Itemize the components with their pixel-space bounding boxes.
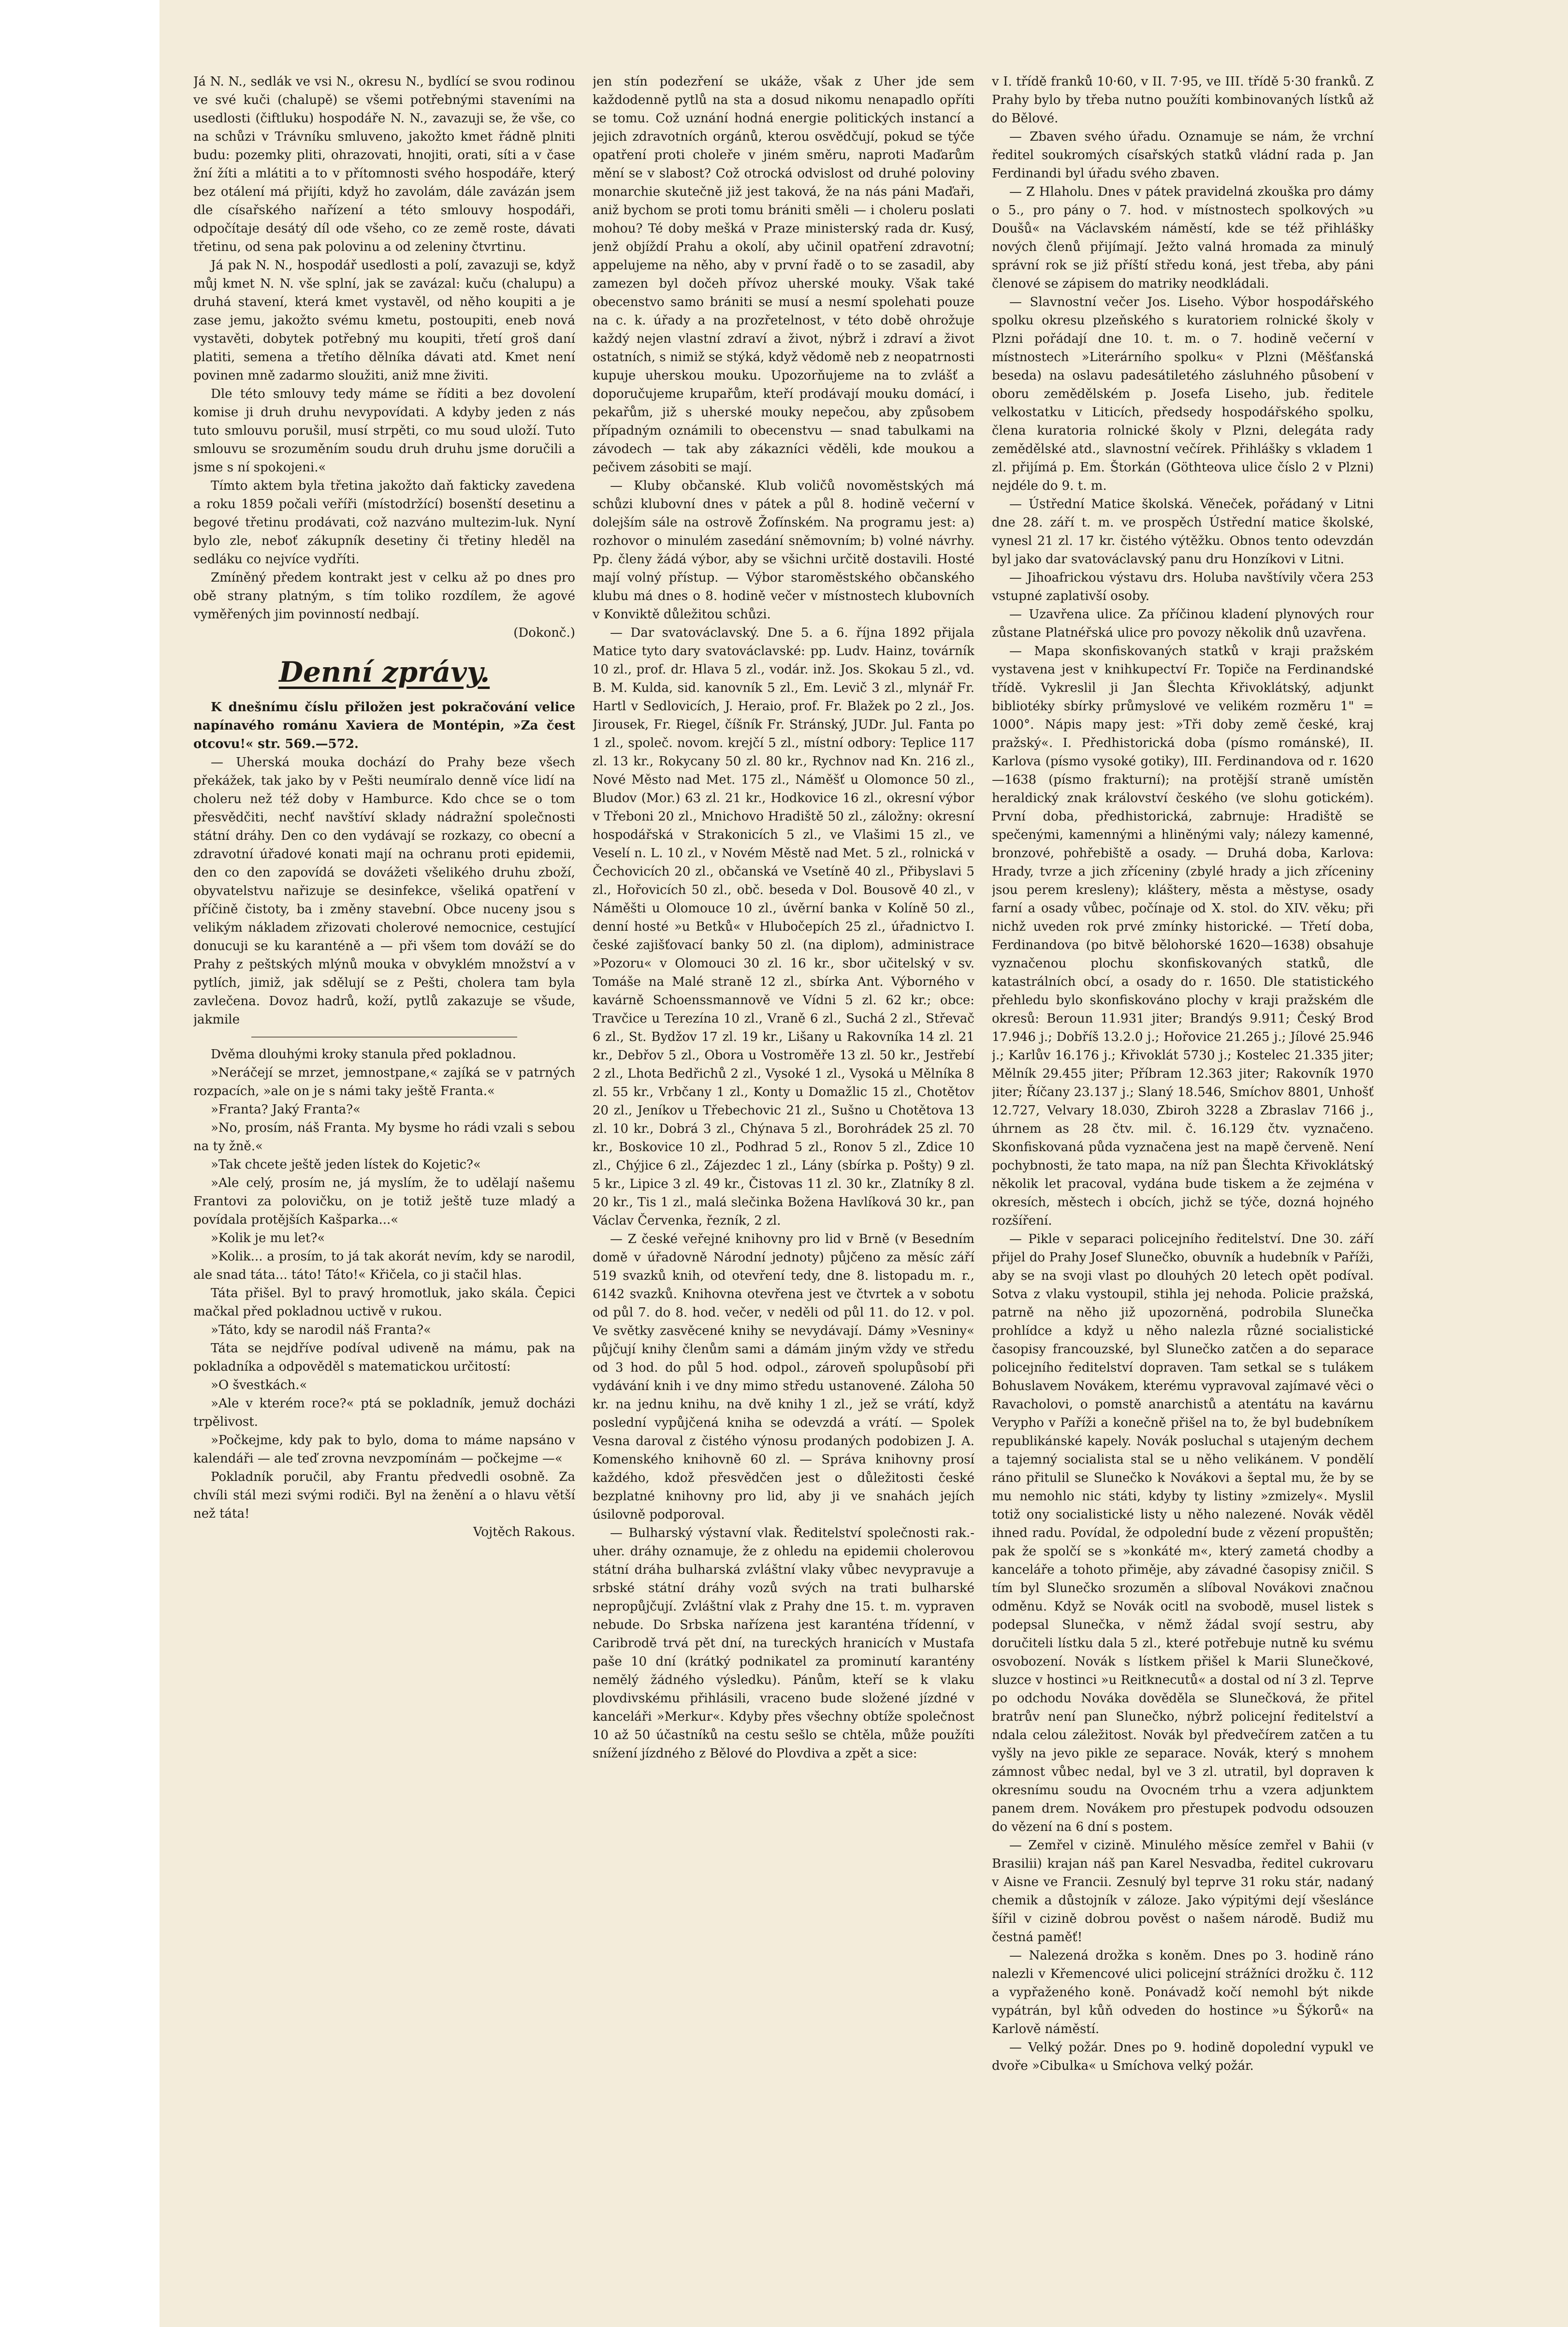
story-paragraph: Táta se nejdříve podíval udiveně na mámu, pak na pokladníka a odpověděl s matematickou určitostí: [193,1341,575,1374]
story-paragraph: Pokladník poručil, aby Frantu předvedli osobně. Za chvíli stál mezi svými rodiči. Byl na ženění a o hlavu větší než táta! [193,1470,575,1521]
article-paragraph: — Mapa skonfiskovaných statků v kraji pražském vystavena jest v knihkupectví Fr. Topiče na Ferdinandské třídě. Vykreslil ji Jan Šlechta Křivoklátský, adjunkt bibliotéky sbírky průmyslové ve velikém rozměru 1" = 1000°. Nápis mapy jest: »Tři doby země české, kraj pražský«. I. Předhistorická doba (písmo románské), II. Karlova (písmo vysoké gotiky), III. Ferdinandova od r. 1620—1638 (písmo frakturní); na protější straně umístěn heraldický znak království českého (ve slohu gotickém). První doba, předhistorická, zabrnuje: Hradiště se spečenými, kamennými a hliněnými valy; nálezy kamenné, bronzové, pohřebiště a osady. — Druhá doba, Karlova: Hrady, tvrze a jich zříceniny (zbylé hrady a jich zříceniny jsou perem kresleny); kláštery, města a městyse, osady farní a osady vůbec, počínaje od X. stol. do XIV. věku; při nichž uveden rok prvé zmínky historické. — Třetí doba, Ferdinandova (po bitvě bělohorské 1620—1638) obsahuje vyznačenou plochu skonfiskovaných statků, dle katastrálních obcí, a osady do r. 1650. Dle statistického přehledu bylo skonfiskováno plochy v kraji pražském dle okresů: Beroun 11.931 jiter; Brandýs 9.911; Český Brod 17.946 j.; Dobříš 13.2.0 j.; Hořovice 21.265 j.; Jílové 25.946 j.; Karlův 16.176 j.; Křivoklát 5730 j.; Kostelec 21.335 jiter; Mělník 29.455 jiter; Příbram 12.363 jiter; Rakovník 1970 jiter; Říčany 23.137 j.; Slaný 18.546, Smíchov 8801, Unhošť 12.727, Velvary 18.030, Zbiroh 3228 a Zbraslav 7166 j., úhrnem as 28 čtv. mil. č. 16.129 čtv. vyznačeno. Skonfiskovaná půda vyznačena jest na mapě červeně. Není pochybnosti, že tato mapa, na níž pan Šlechta Křivoklátský několik let pracoval, vydána bude tiskem a že zejména v okresích, městech i obcích, jichž se týče, dozná hojného rozšíření. [992,644,1374,1228]
contract-paragraph: Dle této smlouvy tedy máme se říditi a bez dovolení komise ji druh druhu nevypovídati. A kdyby jeden z nás tuto smlouvu porušil, musí strpěti, co mu soud uloží. Tuto smlouvu se srozuměním soudu druh druhu jsme doručili a jsme s ní spokojeni.« [193,387,575,475]
article-paragraph: — Uzavřena ulice. Za příčinou kladení plynových rour zůstane Platnéřská ulice pro povozy několik dnů uzavřena. [992,607,1374,640]
story-paragraph: »Franta? Jaký Franta?« [211,1102,361,1117]
contract-paragraph: Tímto aktem byla třetina jakožto daň fakticky zavedena a roku 1859 počali veříři (místodržící) bosenští desetinu a begové třetinu prodávati, což nazváno multezim-luk. Nyní bylo zle, neboť zákupník desetiny či třetiny hleděl na sedláku co nejvíce vydříti. [193,479,575,567]
column-2 [593,73,974,2277]
story-paragraph: »No, prosím, náš Franta. My bysme ho rádi vzali s sebou na ty žně.« [193,1121,575,1154]
columns [193,73,1524,2277]
article-paragraph: — Nalezená drožka s koněm. Dnes po 3. hodině ráno nalezli v Křemencové ulici policejní strážníci drožku č. 112 a vypřaženého koně. Ponávadž kočí nemohl být nikde vypátrán, byl kůň odveden do hostince »u Šýkorů« na Karlově náměstí. [992,1948,1374,2036]
article-paragraph: — Zbaven svého úřadu. Oznamuje se nám, že vrchní ředitel soukromých císařských statků vládní rada p. Jan Ferdinandi byl úřadu svého zbaven. [992,130,1374,181]
article-paragraph: — Ústřední Matice školská. Věneček, pořádaný v Litni dne 28. září t. m. ve prospěch Ústřední matice školské, vynesl 21 zl. 17 kr. čistého výtěžku. Obnos tento odevzdán byl jako dar svatováclavský panu dru Honzíkovi v Litni. [992,497,1374,567]
section-divider [251,1037,517,1038]
article-paragraph: — Z české veřejné knihovny pro lid v Brně (v Besedním domě v úřadovně Národní jednoty) půjčeno za měsíc září 519 svazků knih, od otevření tedy, dne 8. listopadu m. r., 6142 svazků. Knihovna otevřena jest ve čtvrtek a v sobotu od půl 7. do 8. hod. večer, v neděli od půl 11. do 12. v pol. Ve světky zasvěcené knihy se nevydávají. Dámy »Vesniny« půjčují knihy členům sami a dámám jiným vždy ve středu od 3 hod. do půl 5 hod. odpol., zároveň spolupůsobí při vydávání knih i ve dny mimo středu ustanovené. Záloha 50 kr. na jednu knihu, na dvě knihy 1 zl., jež se vrátí, když poslední vypůjčená kniha se odevzdá a vrátí. — Spolek Vesna daroval z čistého výnosu prodaných podobizen J. A. Komenského knihovně 60 zl. — Správa knihovny prosí každého, kdož přesvědčen jest o důležitosti české bezplatné knihovny pro lid, aby ji ve snahách jejích úsilovně podporoval. [593,1232,974,1522]
story-paragraph: »Počkejme, kdy pak to bylo, doma to máme napsáno v kalendáři — ale teď zrovna nevzpomínám — počkejme —« [193,1433,575,1466]
article-paragraph: — Bulharský výstavní vlak. Ředitelství společnosti rak.-uher. dráhy oznamuje, že z ohledu na epidemii cholerovou státní dráha bulharská zvláštní vlaky vůbec nevypravuje a srbské státní dráhy vozů svých na trati bulharské nepropůjčují. Zvláštní vlak z Prahy dne 15. t. m. vypraven nebude. Do Srbska nařízena jest karanténa třídenní, v Caribrodě trvá pět dní, na tureckých hranicích v Mustafa paše 10 dní (krátký podnikatel za prominutí karantény nemělý žádného výsledku). Pánům, kteří se k vlaku plovdivskému přihlásili, vraceno bude složené jízdné v kanceláři »Merkur«. Kdyby přes všechny obtíže společnost 10 až 50 účastníků na cestu sešlo se chtěla, může použíti snížení jízdného z Bělové do Plovdiva a zpět a sice: [593,1526,974,1761]
story-paragraph: Dvěma dlouhými kroky stanula před pokladnou. [211,1047,517,1062]
article-paragraph: — Velký požár. Dnes po 9. hodině dopolední vypukl ve dvoře »Cibulka« u Smíchova velký požár. [992,2040,1374,2073]
article-paragraph: — Slavnostní večer Jos. Liseho. Výbor hospodářského spolku okresu plzeňského s kuratoriem rolnické školy v Plzni pořádají dne 10. t. m. o 7. hodině večerní v místnostech »Literárního spolku« v Plzni (Měšťanská beseda) na oslavu padesátiletého zásluhného působení v oboru zemědělském p. Josefa Liseho, jub. ředitele velkostatku v Liticích, předsedy hospodářského spolku, člena kuratoria rolnické školy v Plzni, delegáta rady zemědělské atd., slavnostní večírek. Přihlášky s vkladem 1 zl. přijímá p. Em. Štorkán (Göthteova ulice číslo 2 v Plzni) nejdéle do 9. t. m. [992,295,1374,493]
story-paragraph: »Ale v kterém roce?« ptá se pokladník, jemuž docházi trpělivost. [193,1396,575,1429]
page-margin [0,0,160,2327]
column-1 [193,73,575,2277]
contract-paragraph: Já pak N. N., hospodář usedlosti a polí, zavazuji se, když můj kmet N. N. vše splní, jak se zavázal: kuču (chalupu) a druhá stavení, která kmet vystavěl, od něho koupiti a je zase jemu, jakožto svému kmetu, postoupiti, eneb nová vystavěti, dobytek potřebný mu koupiti, třetí groš daní platiti, semena a třetího dělníka dávati atd. Kmet není povinen mně zadarmo sloužiti, aniž mne živiti. [193,258,575,383]
news-paragraph: — Uherská mouka dochází do Prahy beze všech překážek, tak jako by v Pešti neumíralo denně více lidí na choleru než též doby v Hamburce. Kdo chce se o tom přesvědčiti, nechť navštíví sklady nádražní společnosti státní dráhy. Den co den vydávají se rozkazy, co obecní a zdravotní úřadové konati mají na ochranu proti epidemii, den co den zapovídá se dovážeti všelikého druhu zboží, obyvatelstvu nařizuje se desinfekce, všeliká opatření v příčině čistoty, ba i změny stavební. Obce nuceny jsou s velikým nákladem zřizovati cholerové nemocnice, cestující donucuji se ku karanténě a — při všem tom dováží se do Prahy z peštských mlýnů mouka v obvyklém množství a v pytlích, jimiž, jak sdělují se z Pešti, cholera tam byla zavlečena. Dovoz hadrů, koží, pytlů zakazuje se všude, jakmile [193,755,575,1027]
contract-continuation: (Dokonč.) [513,626,575,640]
story-paragraph: »Kolik je mu let?« [211,1231,325,1245]
news-paragraph: K dnešnímu číslu přiložen jest pokračování velice napínavého románu Xaviera de Montépin, »Za čest otcovu!« str. 569.—572. [193,700,575,751]
story-paragraph: »O švestkách.« [211,1378,307,1392]
story-paragraph: »Tak chcete ještě jeden lístek do Kojetic?« [211,1157,481,1172]
story-paragraph: »Kolik... a prosím, to já tak akorát nevím, kdy se narodil, ale snad táta... táto! Táto!« Křičela, co ji stačil hlas. [193,1249,575,1282]
article-paragraph: — Pikle v separaci policejního ředitelství. Dne 30. září přijel do Prahy Josef Slunečko, obuvník a hudebník v Paříži, aby se na svoji vlast po dlouhých 20 letech opět podíval. Sotva z vlaku vystoupil, stihla jej nehoda. Policie pražská, patrně na něho již upozorněná, podrobila Slunečka prohlídce a když u něho nalezla různé socialistické časopisy francouzské, byl Slunečko zatčen a do separace policejního ředitelství dopraven. Tam setkal se s tulákem Bohuslavem Novákem, kterému vypravoval zajímavé věci o Ravacholovi, o pomstě anarchistů a atentátu na kavárnu Verypho v Paříži a konečně přišel na to, že byl budebníkem republikánské kapely. Novák posluchal s utajeným dechem a tajemný socialista stal se u něho velikánem. V pondělí ráno přitulil se Slunečko k Novákovi a šeptal mu, že by se mu nemohlo nic státi, kdyby ty listiny »zmizely«. Myslil totiž ony socialistické listy u něho nalezené. Novák věděl ihned radu. Povídal, že odpolední bude z vězení propuštěn; pak že spolčí se s »konkáté m«, který zametá chodby a kanceláře a tohoto přiměje, aby závadné časopisy zničil. S tím byl Slunečko srozuměn a slíboval Novákovi značnou odměnu. Když se Novák ocitl na svobodě, musel listek s podepsal Slunečka, v němž žádal svojí sestru, aby doručiteli lístku dala 5 zl., které potřebuje nutně ku svému osvobození. Novák s lístkem přišel k Marii Slunečkové, sluzce v hostinci »u Reitknecutů« a dostal od ní 3 zl. Teprve po odchodu Nováka dověděla se Slunečková, že přitel bratrův není pan Slunečko, nýbrž policejní ředitelství a ndala celou záležitost. Novák byl předvečírem zatčen a tu vyšly na jevo pikle ze separace. Novák, který s mnohem zámnost vůbec nedal, byl ve 3 zl. utratil, byl dopraven k okresnímu soudu na Ovocném trhu a vzera adjunktem panem drem. Novákem pro přestupek podvodu odsouzen do vězení na 6 dní s postem. [992,1232,1374,1834]
contract-paragraph: Zmíněný předem kontrakt jest v celku až po dnes pro obě strany platným, s tím toliko rozdílem, že agové vyměřených jim povinností nedbají. [193,571,575,622]
article-paragraph: — Zemřel v cizině. Minulého měsíce zemřel v Bahii (v Brasilii) krajan náš pan Karel Nesvadba, ředitel cukrovaru v Aisne ve Francii. Zesnulý byl teprve 31 roku stár, nadaný chemik a důstojník v záloze. Jako výpitými dejí všeslánce šířil v cizině dobrou pověst o našem národě. Budiž mu čestná paměť! [992,1838,1374,1945]
article-paragraph: — Kluby občanské. Klub voličů novoměstských má schůzi klubovní dnes v pátek a půl 8. hodině večerní v dolejším sále na ostrově Žofínském. Na programu jest: a) rozhovor o minulém zasedání sněmovním; b) volné návrhy. Pp. členy žádá výbor, aby se všichni určitě dostavili. Hosté mají volný přístup. — Výbor staroměstského občanského klubu má dnes o 8. hodině večer v místnostech klubovních v Konviktě důležitou schůzi. [593,479,974,622]
story-paragraph: »Táto, kdy se narodil náš Franta?« [211,1323,431,1337]
section-heading-daily-news: Denní zprávy. [278,656,490,688]
story-author: Vojtěch Rakous. [473,1525,575,1539]
story-paragraph: »Ale celý, prosím ne, já myslím, že to udělají našemu Frantovi za polovičku, on je totiž ještě tuze mladý a povídala protějších Kašparka...« [193,1176,575,1227]
story-paragraph: Táta přišel. Byl to pravý hromotluk, jako skála. Čepici mačkal před pokladnou uctivě v rukou. [193,1286,575,1319]
article-paragraph: jen stín podezření se ukáže, však z Uher jde sem každodenně pytlů na sta a dosud nikomu nenapadlo opříti se tomu. Což uznání hodná energie politických instancí a jejich zdravotních orgánů, kterou osvědčují, pokud se týče opatření proti choleře v jiném směru, naproti Maďarům mění se v slabost? Což otrocká odvislost od druhé poloviny monarchie skutečně již jest taková, že na nás páni Maďaři, aniž bychom se proti tomu brániti směli — i choleru poslati mohou? Té doby mešká v Praze ministerský rada dr. Kusý, jenž objíždí Prahu a okolí, aby učinil opatření zdravotní; appelujeme na něho, aby v první řadě o to se zasadil, aby zamezen byl dočeh přívoz uherské mouky. Však také obecenstvo samo brániti se musí a nesmí spolehati pouze na c. k. úřady a na prozřetelnost, v této době ohrožuje každý nejen vlastní zdraví a život, nýbrž i zdraví a život ostatních, s nimiž se stýká, když vědomě neb z neopatrnosti kupuje uherskou mouku. Upozorňujeme na to zvlášť a doporučujeme krupařům, kteří prodávají mouku domácí, i pekařům, již s uherské mouky nepečou, aby způsobem případným oznámili to obecenstvu — snad tabulkami na závodech — tak aby zákazníci věděli, kde moukou a pečivem zásobiti se mají. [593,74,974,475]
story-paragraph: »Neráčejí se mrzet, jemnostpane,« zajíká se v patrných rozpacích, »ale on je s námi taky ještě Franta.« [193,1066,575,1098]
article-paragraph: v I. třídě franků 10·60, v II. 7·95, ve III. třídě 5·30 franků. Z Prahy bylo by třeba nutno použíti kombinovaných lístků až do Bělové. [992,74,1374,126]
article-paragraph: — Z Hlaholu. Dnes v pátek pravidelná zkouška pro dámy o 5., pro pány o 7. hod. v místnostech spolkových »u Doušů« na Václavském náměstí, kde se též přihlášky nových členů přijímají. Ježto valná hromada za minulý správní rok se již příští středu koná, jest třeba, aby páni členové se zápisem do matriky neodkládali. [992,185,1374,291]
contract-paragraph: Já N. N., sedlák ve vsi N., okresu N., bydlící se svou rodinou ve své kuči (chalupě) se všemi potřebnými staveními na usedlosti (čiftluku) hospodáře N. N., zavazuji se, že vše, co na schůzi v Trávníku smluveno, jakožto kmet řádně plniti budu: pozemky pliti, ohrazovati, hnojiti, orati, síti a v čase žní žíti a mlátiti a to v přítomnosti svého hospodáře, který bez otálení má přijíti, když ho zavolám, dále zavázán jsem dle císařského nařízení a této smlouvy hospodáři, odpočítaje desátý díl ode všeho, co ze země roste, dávati třetinu, od sena pak polovinu a od zeleniny čtvrtinu. [193,74,575,254]
column-3 [992,73,1374,2277]
article-paragraph: — Jihoafrickou výstavu drs. Holuba navštívily včera 253 vstupné zaplativší osoby. [992,571,1374,603]
article-paragraph: — Dar svatováclavský. Dne 5. a 6. října 1892 přijala Matice tyto dary svatováclavské: pp. Ludv. Hainz, továrník 10 zl., prof. dr. Hlava 5 zl., vodár. inž. Jos. Skokau 5 zl., vd. B. M. Kulda, sid. kanovník 5 zl., Em. Levič 3 zl., mlynář Fr. Hartl v Sedlovicích, J. Heraio, prof. Fr. Blažek po 2 zl., Jos. Jirousek, Fr. Riegel, číšník Fr. Stránský, JUDr. Jul. Fanta po 1 zl., společ. novom. krejčí 5 zl., místní odbory: Teplice 117 zl. 13 kr., Rokycany 50 zl. 80 kr., Rychnov nad Kn. 216 zl., Nové Město nad Met. 175 zl., Náměšť u Olomonce 50 zl., Bludov (Mor.) 63 zl. 21 kr., Hodkovice 16 zl., okresní výbor v Třeboni 20 zl., Mnichovo Hradiště 50 zl., záložny: okresní hospodářská v Strakonicích 5 zl., ve Vlašimi 15 zl., ve Veselí n. L. 10 zl., v Novém Městě nad Met. 5 zl., rolnická v Čechovicích 20 zl., občanská ve Vsetíně 40 zl., Přibyslavi 5 zl., Hořovicích 50 zl., obč. beseda v Dol. Bousově 40 zl., v Náměšti u Olomouce 10 zl., úvěrní banka v Kolíně 50 zl., denní hosté »u Betků« v Hlubočepích 25 zl., úřadnictvo I. české zajišťovací banky 50 zl. (na diplom), administrace »Pozoru« v Olomouci 30 zl. 16 kr., sbor učitelský v sv. Tomáše na Malé straně 12 zl., sbírka Ant. Výborného v kavárně Schoenssmannově ve Vídni 5 zl. 62 kr.; obce: Travčice u Terezína 10 zl., Vraně 6 zl., Suchá 2 zl., Střevač 6 zl., St. Bydžov 17 zl. 19 kr., Lišany u Rakovníka 14 zl. 21 kr., Debřov 5 zl., Obora u Vostroměře 13 zl. 50 kr., Jestřebí 2 zl., Lhota Bedřichů 2 zl., Vysoké 1 zl., Vysoká u Mělníka 8 zl. 55 kr., Vrbčany 1 zl., Konty u Domažlic 15 zl., Chotětov 20 zl., Jeníkov u Třebechovic 21 zl., Sušno u Chotětova 13 zl. 10 kr., Dobrá 3 zl., Chýnava 5 zl., Borohrádek 25 zl. 70 kr., Boskovice 10 zl., Podhrad 5 zl., Ronov 5 zl., Zdice 10 zl., Chýjice 6 zl., Zájezdec 1 zl., Lány (sbírka p. Pošty) 9 zl. 5 kr., Lipice 3 zl. 49 kr., Čistovas 11 zl. 30 kr., Zlatníky 8 zl. 20 kr., Tis 1 zl., malá slečinka Božena Havlíková 30 kr., pan Václav Červenka, řezník, 2 zl. [593,626,974,1228]
